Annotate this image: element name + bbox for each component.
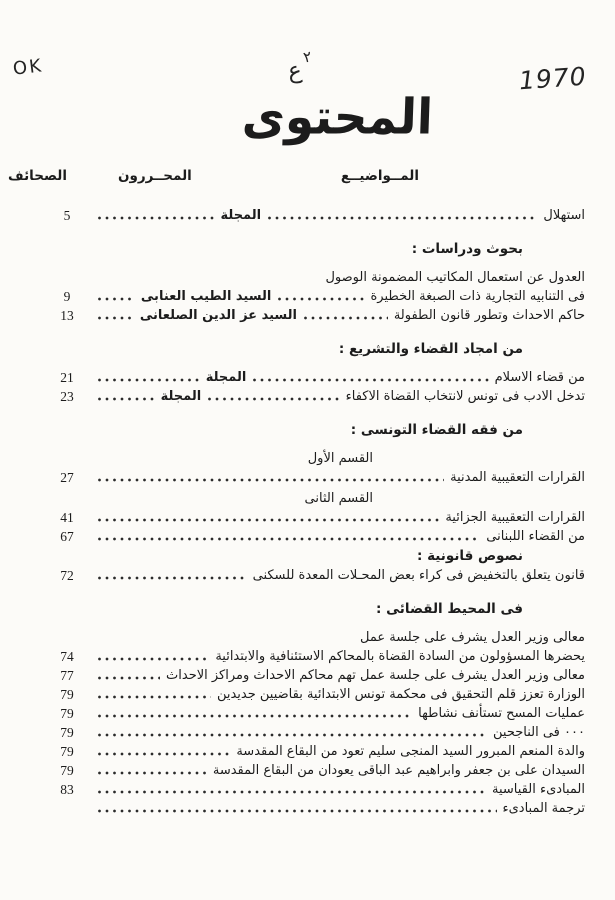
topic-text: القرارات التعقيبية المدنية xyxy=(450,470,585,485)
section-heading: نصوص قانونية : xyxy=(416,548,523,564)
page-number: 9 xyxy=(63,289,71,304)
page-number: 67 xyxy=(60,529,74,544)
handwritten-issue-mark xyxy=(286,47,314,85)
topic-text: من القضاء اللبنانى xyxy=(486,529,585,544)
topic-text: الوزارة تعزز قلم التحقيق فى محكمة تونس الابتدائية بقاضيين جديدين xyxy=(216,687,585,702)
dot-leader xyxy=(267,215,537,221)
editor-name: المجلة xyxy=(205,370,247,385)
topic-text: والدة المنعم المبرور السيد المنجى سليم تعود من البقاع المقدسة xyxy=(236,744,585,759)
toc-entry xyxy=(25,527,585,546)
page-number: 79 xyxy=(60,706,74,721)
subsection-label: القسم الأول xyxy=(307,451,373,466)
handwritten-ok-mark: OK xyxy=(11,55,45,80)
column-header-topics: المــواضيــع xyxy=(340,168,419,184)
toc-entry xyxy=(25,761,585,780)
topic-text: تدخل الادب فى تونس لانتخاب القضاة الاكفاء xyxy=(345,389,585,404)
dot-leader xyxy=(97,477,444,483)
column-header-pages: الصحائف xyxy=(8,168,67,184)
toc-entry xyxy=(25,685,585,704)
topic-text: القرارات التعقيبية الجزائية xyxy=(445,510,585,525)
toc-entry xyxy=(25,206,585,225)
table-of-contents xyxy=(25,202,585,818)
page-number: 21 xyxy=(60,370,74,385)
page-number: 41 xyxy=(60,510,74,525)
toc-entry xyxy=(25,799,585,818)
toc-entry xyxy=(25,368,585,387)
dot-leader xyxy=(97,732,487,738)
section-heading: من امجاد القضاء والتشريع : xyxy=(338,341,523,357)
toc-entry xyxy=(25,508,585,527)
page-number: 79 xyxy=(60,744,74,759)
dot-leader xyxy=(97,675,160,681)
topic-text: عمليات المسح تستأنف نشاطها xyxy=(418,706,585,721)
page-number: 23 xyxy=(60,389,74,404)
toc-entry xyxy=(25,387,585,406)
issue-letter: ع xyxy=(286,57,304,85)
editor-name: السيد عز الدين الصلعانى xyxy=(139,308,297,323)
dot-leader xyxy=(97,808,497,814)
dot-leader xyxy=(97,296,135,302)
section-heading: بحوث ودراسات : xyxy=(411,241,523,257)
dot-leader xyxy=(252,377,488,383)
topic-text: حاكم الاحداث وتطور قانون الطفولة xyxy=(393,308,585,323)
dot-leader xyxy=(97,751,230,757)
editor-name: السيد الطيب العنابى xyxy=(140,289,272,304)
dot-leader xyxy=(97,656,209,662)
dot-leader xyxy=(303,315,388,321)
page-number: 77 xyxy=(60,668,74,683)
dot-leader xyxy=(97,789,486,795)
page-number: 79 xyxy=(60,687,74,702)
toc-entry xyxy=(25,468,585,487)
topic-text: ٠٠٠ فى الناجحين xyxy=(493,725,585,740)
page-number: 5 xyxy=(63,208,71,223)
dot-leader xyxy=(97,713,412,719)
topic-text: السيدان على بن جعفر وابراهيم عبد الباقى يعودان من البقاع المقدسة xyxy=(212,763,585,778)
topic-text: العدول عن استعمال المكاتيب المضمونة الوصول xyxy=(325,270,585,285)
topic-text: يحضرها المسؤولون من السادة القضاة بالمحاكم الاستئنافية والابتدائية xyxy=(215,649,585,664)
subsection-label: القسم الثانى xyxy=(304,491,373,506)
section-heading: من فقه القضاء التونسى : xyxy=(350,422,523,438)
dot-leader xyxy=(97,377,200,383)
column-headers xyxy=(0,168,615,190)
dot-leader xyxy=(97,517,439,523)
toc-entry xyxy=(25,723,585,742)
dot-leader xyxy=(97,536,480,542)
toc-entry xyxy=(25,742,585,761)
toc-entry xyxy=(25,666,585,685)
toc-entry xyxy=(25,647,585,666)
dot-leader xyxy=(97,770,207,776)
dot-leader xyxy=(277,296,364,302)
page-number: 27 xyxy=(60,470,74,485)
dot-leader xyxy=(97,396,155,402)
toc-entry xyxy=(25,704,585,723)
dot-leader xyxy=(97,215,215,221)
topic-text: استهلال xyxy=(543,208,585,223)
toc-entry xyxy=(25,566,585,585)
editor-name: المجلة xyxy=(220,208,262,223)
topic-text: معالى وزير العدل يشرف على جلسة عمل xyxy=(359,630,585,645)
topic-text: قانون يتعلق بالتخفيض فى كراء بعض المحـلات المعدة للسكنى xyxy=(252,568,585,583)
topic-text: من قضاء الاسلام xyxy=(494,370,585,385)
editor-name: المجلة xyxy=(160,389,202,404)
topic-text: ترجمة المبادىء xyxy=(502,801,585,816)
dot-leader xyxy=(97,694,211,700)
page-number: 79 xyxy=(60,763,74,778)
page-number: 74 xyxy=(60,649,74,664)
dot-leader xyxy=(97,315,134,321)
dot-leader xyxy=(207,396,339,402)
page-number: 13 xyxy=(60,308,74,323)
topic-text: معالى وزير العدل يشرف على جلسة عمل تهم محاكم الاحداث ومراكز الاحداث xyxy=(166,668,585,683)
page-title: المحتوى xyxy=(241,88,434,147)
toc-topic-line xyxy=(25,268,585,287)
topic-text: المبادىء القياسية xyxy=(492,782,585,797)
section-heading: فى المحيط القضائى : xyxy=(376,601,523,617)
page-number: 72 xyxy=(60,568,74,583)
dot-leader xyxy=(97,575,247,581)
topic-text: فى التنابيه التجارية ذات الصبغة الخطيرة xyxy=(370,289,585,304)
toc-entry xyxy=(25,306,585,325)
handwritten-year-mark: 1970 xyxy=(518,61,588,96)
toc-entry xyxy=(25,780,585,799)
toc-topic-line xyxy=(25,628,585,647)
toc-entry xyxy=(25,287,585,306)
page-number: 79 xyxy=(60,725,74,740)
page-number: 83 xyxy=(60,782,74,797)
issue-number: ٢ xyxy=(301,47,314,67)
column-header-editors: المحــررون xyxy=(118,168,192,184)
